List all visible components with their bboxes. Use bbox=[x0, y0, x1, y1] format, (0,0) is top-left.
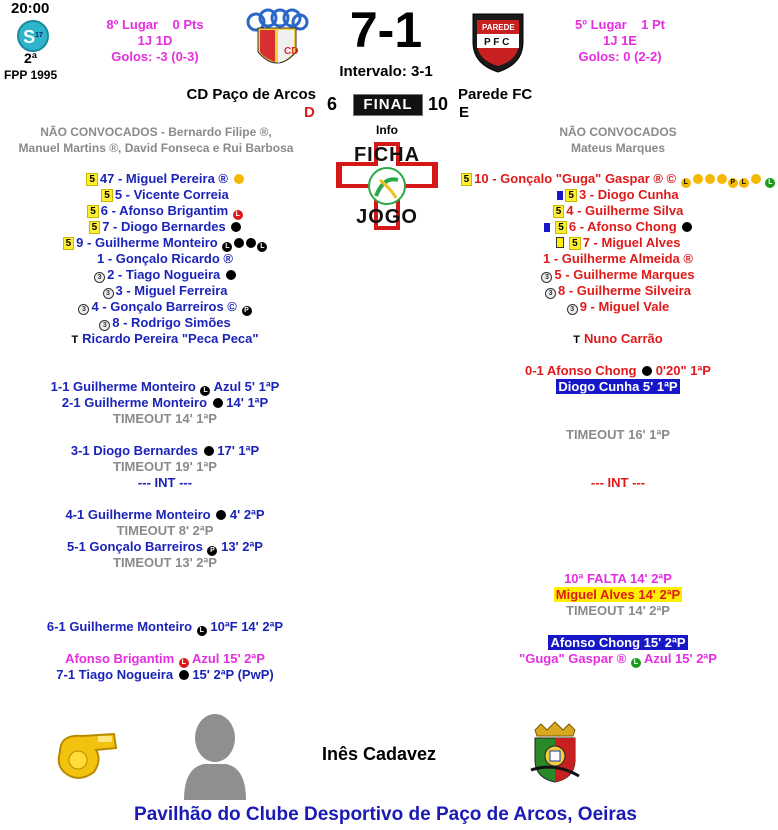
home-player-row[interactable] bbox=[0, 219, 330, 235]
away-player-row[interactable] bbox=[458, 299, 778, 315]
event-time: 14' 1ªP bbox=[226, 395, 269, 410]
away-player-name: 7 - Miguel Alves bbox=[582, 235, 681, 250]
event-goal bbox=[0, 395, 330, 411]
svg-text:CD: CD bbox=[284, 46, 299, 57]
event-text: "Guga" Gaspar ® bbox=[519, 651, 627, 666]
event-time: Azul 15' 2ªP bbox=[191, 651, 265, 666]
event-blue-card bbox=[458, 379, 778, 395]
event-yellow-card bbox=[458, 587, 778, 603]
coach-icon: T bbox=[573, 334, 580, 346]
substitute-icon: 3 bbox=[567, 304, 578, 315]
event-interval: --- INT --- bbox=[137, 475, 193, 490]
event-timeout: TIMEOUT 14' 1ªP bbox=[113, 411, 217, 426]
federation-label: FPP 1995 bbox=[4, 68, 58, 82]
event-text: Diogo Cunha 5' 1ªP bbox=[558, 379, 678, 394]
away-standing bbox=[560, 17, 680, 32]
event-goal bbox=[0, 443, 330, 459]
event-text: 4-1 Guilherme Monteiro bbox=[65, 507, 211, 522]
red-card-icon: L bbox=[233, 210, 243, 220]
away-not-called-line-1: NÃO CONVOCADOS bbox=[559, 125, 677, 139]
info-link[interactable]: Info bbox=[376, 123, 398, 137]
goal-icon bbox=[179, 670, 189, 680]
ficha-jogo-logo[interactable] bbox=[334, 140, 440, 232]
away-player-name: 6 - Afonso Chong bbox=[568, 219, 677, 234]
home-coach-row[interactable] bbox=[0, 331, 330, 348]
event-text: Miguel Alves 14' 2ªP bbox=[555, 587, 681, 602]
competition-icon[interactable]: $S^{17}$ bbox=[17, 20, 49, 52]
blue-card-icon: L bbox=[765, 178, 775, 188]
home-player-name: 5 - Vicente Correia bbox=[114, 187, 229, 202]
goal-icon bbox=[226, 270, 236, 280]
goal-icon bbox=[231, 222, 241, 232]
goal-icon bbox=[751, 174, 761, 184]
event-card bbox=[458, 651, 778, 668]
goal-icon bbox=[234, 238, 244, 248]
goal-icon bbox=[642, 366, 652, 376]
event-text: 3-1 Diogo Bernardes bbox=[70, 443, 198, 458]
starter-badge: 5 bbox=[89, 221, 101, 234]
away-player-name: 3 - Diogo Cunha bbox=[578, 187, 679, 202]
home-player-row[interactable] bbox=[0, 299, 330, 316]
blue-card-icon: L bbox=[631, 658, 641, 668]
svg-text:P F C: P F C bbox=[484, 37, 510, 48]
home-points: 0 Pts bbox=[172, 17, 204, 32]
event-time: Azul 5' 1ªP bbox=[213, 379, 280, 394]
away-player-row[interactable] bbox=[458, 203, 778, 219]
event-text: 2-1 Guilherme Monteiro bbox=[61, 395, 208, 410]
blue-card-icon bbox=[544, 223, 550, 232]
home-fouls: 6 bbox=[327, 94, 338, 114]
blue-card-icon bbox=[557, 191, 563, 200]
event-time: 13' 2ªP bbox=[221, 539, 263, 554]
event-timeout: TIMEOUT 14' 2ªP bbox=[566, 603, 670, 618]
goal-icon bbox=[213, 398, 223, 408]
event-timeout: TIMEOUT 16' 1ªP bbox=[566, 427, 670, 442]
away-coach-name: Nuno Carrão bbox=[584, 331, 663, 346]
yellow-card-icon bbox=[556, 237, 564, 248]
event-interval: --- INT --- bbox=[590, 475, 646, 490]
whistle-icon bbox=[52, 726, 122, 782]
event-timeout: TIMEOUT 13' 2ªP bbox=[113, 555, 217, 570]
final-score: 7-1 bbox=[349, 2, 423, 58]
referee-name: Inês Cadavez bbox=[322, 744, 437, 764]
home-player-name: 1 - Gonçalo Ricardo ® bbox=[97, 251, 233, 266]
goal-icon: L bbox=[681, 178, 691, 188]
home-player-name: 9 - Guilherme Monteiro bbox=[76, 235, 218, 250]
away-player-name: 10 - Gonçalo "Guga" Gaspar ® © bbox=[474, 171, 677, 186]
event-text: 7-1 Tiago Nogueira bbox=[56, 667, 174, 682]
event-text: Afonso Chong 15' 2ªP bbox=[550, 635, 686, 650]
home-player-row[interactable] bbox=[0, 315, 330, 331]
substitute-icon: 3 bbox=[103, 288, 114, 299]
event-card bbox=[0, 651, 330, 668]
event-goal bbox=[0, 379, 330, 396]
event-time: 4' 2ªP bbox=[229, 507, 265, 522]
goal-icon bbox=[705, 174, 715, 184]
association-crest bbox=[527, 720, 583, 784]
away-player-name: 8 - Guilherme Silveira bbox=[558, 283, 691, 298]
event-goal bbox=[458, 363, 778, 379]
home-player-row[interactable] bbox=[0, 251, 330, 267]
goal-icon bbox=[693, 174, 703, 184]
away-player-row[interactable] bbox=[458, 187, 778, 203]
starter-badge: 5 bbox=[555, 221, 567, 234]
away-not-called-line-2: Mateus Marques bbox=[570, 141, 666, 155]
match-status: FINAL bbox=[353, 94, 423, 116]
starter-badge: 5 bbox=[86, 173, 98, 186]
away-team-name[interactable]: Parede FC bbox=[458, 86, 533, 103]
jogo-label: JOGO bbox=[356, 206, 418, 228]
event-time: Azul 15' 2ªP bbox=[643, 651, 717, 666]
event-foul-count: 10ª FALTA 14' 2ªP bbox=[564, 571, 672, 586]
event-time: 17' 1ªP bbox=[217, 443, 260, 458]
home-not-called-line-2: Manuel Martins ®, David Fonseca e Rui Barbosa bbox=[18, 141, 294, 155]
away-points: 1 Pt bbox=[641, 17, 665, 32]
starter-badge: 5 bbox=[87, 205, 99, 218]
event-time: 0'20" 1ªP bbox=[655, 363, 711, 378]
goal-icon bbox=[246, 238, 256, 248]
substitute-icon: 3 bbox=[94, 272, 105, 283]
home-player-row[interactable] bbox=[0, 187, 330, 203]
goal-icon: L bbox=[222, 242, 232, 252]
starter-badge: 5 bbox=[553, 205, 565, 218]
home-coach-name: Ricardo Pereira "Peca Peca" bbox=[82, 331, 259, 346]
event-timeout: TIMEOUT 8' 2ªP bbox=[116, 523, 214, 538]
starter-badge: 5 bbox=[63, 237, 75, 250]
away-record: 1J 1E bbox=[603, 33, 637, 48]
goal-icon: L bbox=[197, 626, 207, 636]
match-time: 20:00 bbox=[11, 0, 50, 17]
blue-card-icon: L bbox=[179, 658, 189, 668]
away-not-called bbox=[528, 124, 708, 156]
home-player-name: 47 - Miguel Pereira ® bbox=[99, 171, 228, 186]
home-not-called bbox=[0, 124, 312, 156]
event-time: 15' 2ªP (PwP) bbox=[192, 667, 274, 682]
home-player-row[interactable] bbox=[0, 171, 330, 187]
substitute-icon: 3 bbox=[541, 272, 552, 283]
home-player-name: 2 - Tiago Nogueira bbox=[107, 267, 221, 282]
event-goal bbox=[0, 507, 330, 523]
goal-icon: L bbox=[200, 386, 210, 396]
away-player-name: 9 - Miguel Vale bbox=[579, 299, 670, 314]
coach-icon: T bbox=[71, 334, 79, 346]
starter-badge: 5 bbox=[569, 237, 581, 250]
goal-icon bbox=[717, 174, 727, 184]
away-position: 5º Lugar bbox=[575, 17, 627, 32]
home-crest[interactable] bbox=[246, 8, 308, 74]
substitute-icon: 3 bbox=[78, 304, 89, 315]
away-player-row[interactable] bbox=[458, 267, 778, 283]
home-result-letter: D bbox=[304, 104, 315, 121]
starter-badge: 5 bbox=[101, 189, 113, 202]
home-player-row[interactable] bbox=[0, 203, 330, 220]
division-label: 2ª bbox=[24, 50, 37, 66]
event-blue-card bbox=[458, 635, 778, 651]
away-result-letter: E bbox=[459, 104, 470, 121]
substitute-icon: 3 bbox=[99, 320, 110, 331]
home-position: 8º Lugar bbox=[106, 17, 159, 32]
goal-icon bbox=[204, 446, 214, 456]
home-player-name: 3 - Miguel Ferreira bbox=[115, 283, 228, 298]
penalty-goal-icon: P bbox=[207, 546, 217, 556]
away-player-row[interactable] bbox=[458, 235, 778, 251]
away-player-name: 4 - Guilherme Silva bbox=[566, 203, 684, 218]
home-player-name: 6 - Afonso Brigantim bbox=[100, 203, 229, 218]
event-goal bbox=[0, 667, 330, 683]
halftime-score: Intervalo: 3-1 bbox=[339, 63, 433, 80]
home-player-name: 8 - Rodrigo Simões bbox=[112, 315, 231, 330]
event-timeout: TIMEOUT 19' 1ªP bbox=[113, 459, 217, 474]
penalty-goal-icon: P bbox=[242, 306, 252, 316]
referee-avatar bbox=[184, 714, 246, 800]
venue-label[interactable]: Pavilhão do Clube Desportivo de Paço de Arcos, Oeiras bbox=[134, 804, 637, 825]
event-text: Afonso Brigantim bbox=[65, 651, 175, 666]
away-fouls: 10 bbox=[428, 94, 449, 114]
goal-icon: L bbox=[739, 178, 749, 188]
event-text: 6-1 Guilherme Monteiro bbox=[46, 619, 193, 634]
event-text: 5-1 Gonçalo Barreiros bbox=[67, 539, 203, 554]
event-text: 0-1 Afonso Chong bbox=[525, 363, 637, 378]
home-player-name: 7 - Diogo Bernardes bbox=[102, 219, 226, 234]
substitute-icon: 3 bbox=[545, 288, 556, 299]
home-standing bbox=[95, 17, 215, 32]
home-record: 1J 1D bbox=[137, 33, 173, 48]
event-goal bbox=[0, 619, 330, 636]
home-player-row[interactable] bbox=[0, 235, 330, 252]
away-crest[interactable] bbox=[469, 8, 527, 74]
home-player-row[interactable] bbox=[0, 267, 330, 283]
event-text: 1-1 Guilherme Monteiro bbox=[50, 379, 196, 394]
goal-icon: P bbox=[728, 178, 738, 188]
goal-icon: L bbox=[257, 242, 267, 252]
away-player-row[interactable] bbox=[458, 283, 778, 299]
home-not-called-line-1: NÃO CONVOCADOS - Bernardo Filipe ®, bbox=[40, 125, 272, 139]
starter-badge: 5 bbox=[565, 189, 577, 202]
svg-text:PAREDE: PAREDE bbox=[482, 23, 515, 32]
away-player-row[interactable] bbox=[458, 251, 778, 267]
goal-icon bbox=[216, 510, 226, 520]
event-time: 10ªF 14' 2ªP bbox=[210, 619, 284, 634]
ficha-label: FICHA bbox=[353, 144, 421, 166]
away-goals: Golos: 0 (2-2) bbox=[578, 49, 662, 64]
away-player-name: 5 - Guilherme Marques bbox=[554, 267, 695, 282]
home-player-name: 4 - Gonçalo Barreiros © bbox=[91, 299, 237, 314]
away-player-row[interactable] bbox=[458, 171, 778, 188]
home-goals: Golos: -3 (0-3) bbox=[111, 49, 199, 64]
away-coach-row[interactable] bbox=[458, 331, 778, 348]
away-player-name: 1 - Guilherme Almeida ® bbox=[543, 251, 693, 266]
away-player-row[interactable] bbox=[458, 219, 778, 235]
home-team-name[interactable]: CD Paço de Arcos bbox=[186, 86, 316, 103]
event-goal bbox=[0, 539, 330, 556]
yellow-card-icon bbox=[234, 174, 244, 184]
starter-badge: 5 bbox=[461, 173, 473, 186]
goal-icon bbox=[682, 222, 692, 232]
home-player-row[interactable] bbox=[0, 283, 330, 299]
